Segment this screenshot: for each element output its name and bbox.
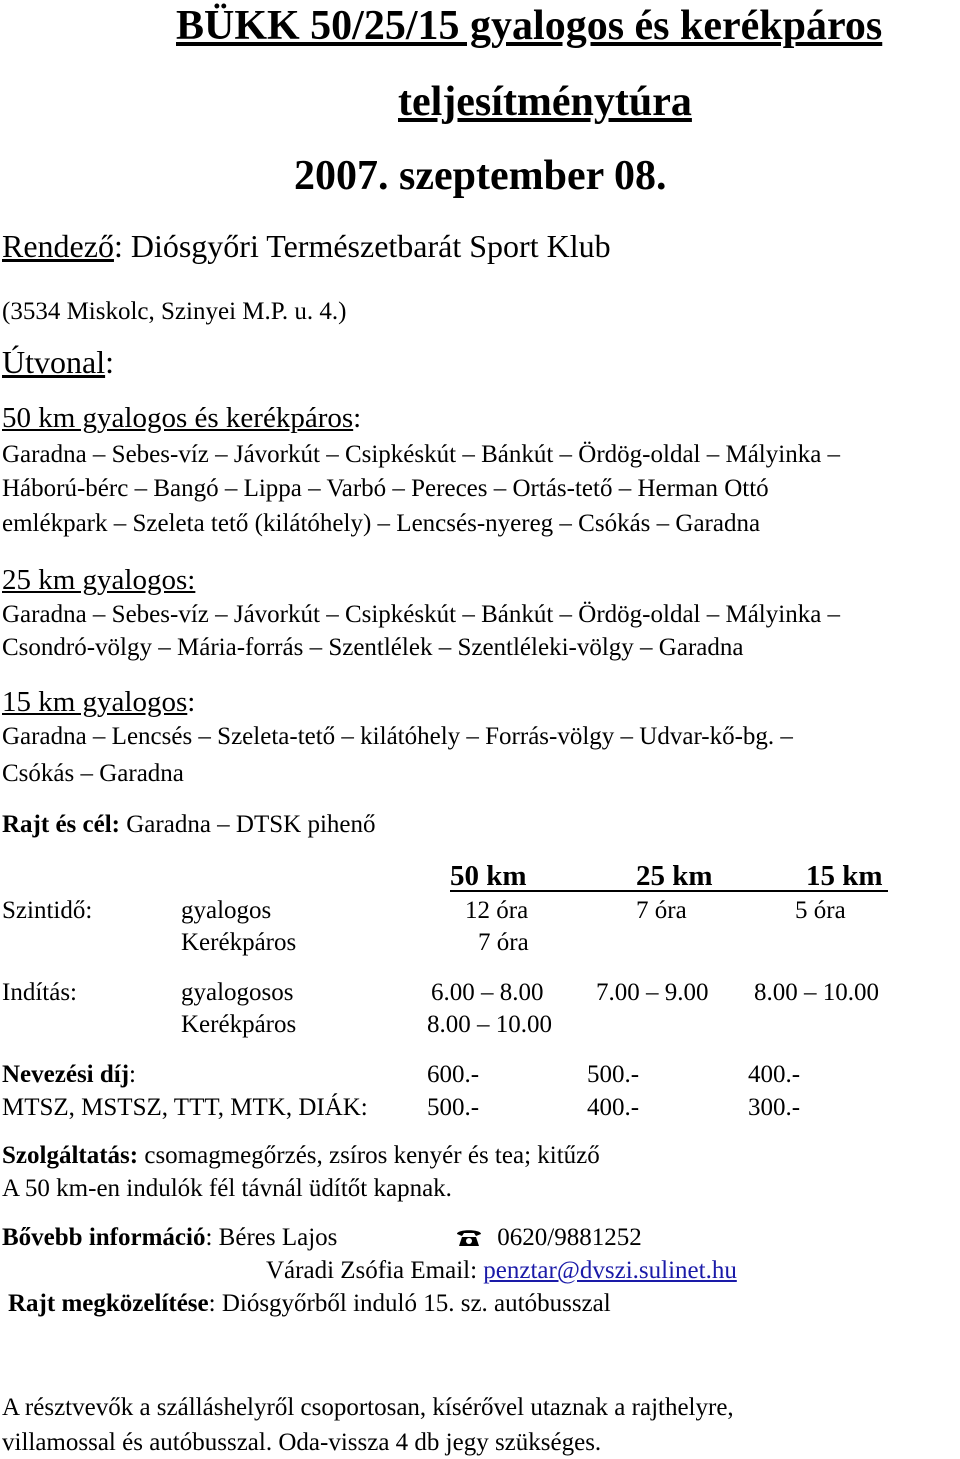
launch-walk-label: gyalogosos: [181, 979, 294, 1006]
route-colon: :: [105, 344, 114, 380]
start-value: Garadna – DTSK pihenő: [126, 811, 376, 838]
fee-label: Nevezési díj: [2, 1061, 130, 1088]
fee-member-label: MTSZ, MSTSZ, TTT, MTK, DIÁK:: [2, 1094, 368, 1121]
level-time-walk-25: 7 óra: [636, 897, 687, 924]
launch-bike-50: 8.00 – 10.00: [427, 1011, 552, 1038]
level-time-walk-50: 12 óra: [465, 897, 529, 924]
fee-label-line: [2, 1061, 136, 1089]
level-time-walk-label: gyalogos: [181, 897, 272, 924]
info-person-2: Váradi Zsófia Email:: [266, 1257, 478, 1284]
footer-line-1: A résztvevők a szálláshelyről csoportosan, kísérővel utaznak a rajthelyre,: [2, 1394, 734, 1421]
fee-colon: :: [129, 1061, 136, 1088]
level-time-walk-15: 5 óra: [795, 897, 846, 924]
column-25km: 25 km: [636, 860, 713, 892]
approach-colon: :: [208, 1290, 216, 1317]
service-label: Szolgáltatás:: [2, 1142, 139, 1169]
route-15-title: 15 km gyalogos: [2, 686, 188, 718]
approach-line: [8, 1290, 611, 1318]
route-15-line-1: Garadna – Lencsés – Szeleta-tető – kilátóhely – Forrás-völgy – Udvar-kő-bg. –: [2, 723, 793, 750]
info-person-1: Béres Lajos: [218, 1224, 338, 1251]
level-time-bike-50: 7 óra: [478, 929, 529, 956]
service-value: csomagmegőrzés, zsíros kenyér és tea; kitűző: [144, 1142, 600, 1169]
approach-value: Diósgyőrből induló 15. sz. autóbusszal: [221, 1290, 611, 1317]
route-50-title: 50 km gyalogos és kerékpáros: [2, 402, 354, 434]
route-50-colon: :: [353, 402, 362, 434]
launch-label: Indítás:: [2, 979, 77, 1006]
route-heading: [2, 344, 114, 381]
info-phone-line: [455, 1224, 642, 1252]
route-25-line-1: Garadna – Sebes-víz – Jávorkút – Csipkéskút – Bánkút – Ördög-oldal – Mályinka –: [2, 601, 841, 628]
start-finish: [2, 811, 376, 839]
title-line-2: teljesítménytúra: [398, 79, 692, 125]
route-50-heading: [2, 402, 361, 435]
email-link[interactable]: penztar@dvszi.sulinet.hu: [483, 1257, 737, 1284]
route-50-line-2: Háború-bérc – Bangó – Lippa – Varbó – Pereces – Ortás-tető – Herman Ottó: [2, 475, 769, 502]
organizer-line: [2, 228, 611, 265]
launch-walk-50: 6.00 – 8.00: [431, 979, 544, 1006]
footer-line-2: villamossal és autóbusszal. Oda-vissza 4 db jegy szükséges.: [2, 1429, 602, 1456]
route-25-heading: 25 km gyalogos:: [2, 564, 196, 596]
fee-member-50: 500.-: [427, 1094, 480, 1121]
info-label: Bővebb információ: [2, 1224, 206, 1251]
service-line: [2, 1142, 600, 1170]
info-colon: :: [205, 1224, 213, 1251]
approach-label: Rajt megközelítése: [8, 1290, 209, 1317]
organizer-colon: :: [113, 228, 123, 264]
info-line-2: [266, 1257, 737, 1285]
event-date: 2007. szeptember 08.: [294, 153, 667, 199]
distance-columns: [450, 860, 888, 892]
fee-member-25: 400.-: [587, 1094, 640, 1121]
route-25-line-2: Csondró-völgy – Mária-forrás – Szentlélek – Szentléleki-völgy – Garadna: [2, 634, 744, 661]
column-15km: 15 km: [806, 860, 883, 892]
route-50-line-3: emlékpark – Szeleta tető (kilátóhely) – Lencsés-nyereg – Csókás – Garadna: [2, 510, 761, 537]
start-label: Rajt és cél:: [2, 811, 120, 838]
fee-50: 600.-: [427, 1061, 480, 1088]
fee-member-15: 300.-: [748, 1094, 801, 1121]
info-phone: 0620/9881252: [497, 1224, 642, 1251]
column-50km: 50 km: [450, 860, 527, 892]
organizer-address: (3534 Miskolc, Szinyei M.P. u. 4.): [2, 298, 347, 325]
route-label: Útvonal: [2, 344, 106, 380]
level-time-label: Szintidő:: [2, 897, 93, 924]
launch-walk-15: 8.00 – 10.00: [754, 979, 879, 1006]
launch-bike-label: Kerékpáros: [181, 1011, 297, 1038]
route-15-heading: [2, 686, 195, 719]
launch-walk-25: 7.00 – 9.00: [596, 979, 709, 1006]
route-15-line-2: Csókás – Garadna: [2, 760, 184, 787]
service-note: A 50 km-en indulók fél távnál üdítőt kapnak.: [2, 1175, 452, 1202]
organizer-name: Diósgyőri Természetbarát Sport Klub: [130, 228, 611, 264]
title-line-1: BÜKK 50/25/15 gyalogos és kerékpáros: [176, 3, 883, 49]
telephone-icon: [455, 1226, 483, 1248]
route-50-line-1: Garadna – Sebes-víz – Jávorkút – Csipkéskút – Bánkút – Ördög-oldal – Mályinka –: [2, 441, 841, 468]
organizer-label: Rendező: [2, 228, 114, 264]
info-line-1: [2, 1224, 337, 1252]
fee-15: 400.-: [748, 1061, 801, 1088]
route-15-colon: :: [187, 686, 196, 718]
fee-25: 500.-: [587, 1061, 640, 1088]
level-time-bike-label: Kerékpáros: [181, 929, 297, 956]
